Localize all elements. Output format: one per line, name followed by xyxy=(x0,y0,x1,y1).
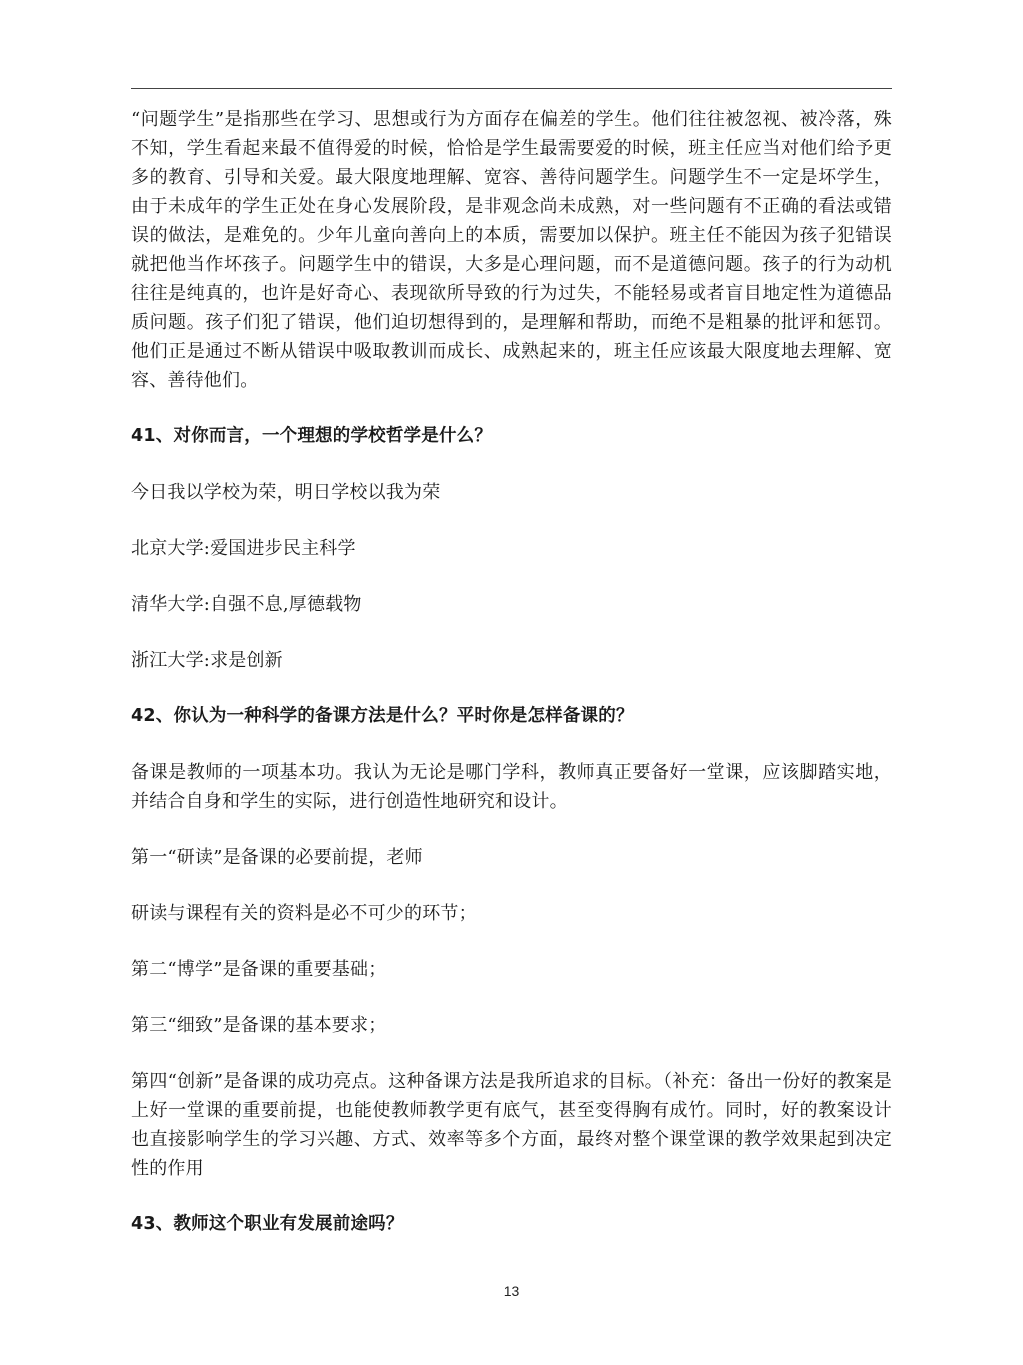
answer-42-step-1: 第一“研读”是备课的必要前提，老师 xyxy=(131,847,423,868)
answer-42-step-2: 第二“博学”是备课的重要基础； xyxy=(131,959,387,980)
answer-42-intro: 备课是教师的一项基本功。我认为无论是哪门学科，教师真正要备好一堂课，应该脚踏实地，并结合自身和学生的实际，进行创造性地研究和设计。 xyxy=(131,762,892,812)
header-rule xyxy=(131,88,892,89)
answer-42-step-3: 第三“细致”是备课的基本要求； xyxy=(131,1015,387,1036)
answer-41-tsinghua: 清华大学:自强不息,厚德载物 xyxy=(131,594,362,615)
answer-41-peking: 北京大学:爱国进步民主科学 xyxy=(131,538,356,559)
question-43-heading: 43、教师这个职业有发展前途吗？ xyxy=(131,1214,404,1234)
page-number: 13 xyxy=(503,1283,520,1299)
answer-42-step-1-cont: 研读与课程有关的资料是必不可少的环节； xyxy=(131,903,477,924)
paragraph-problem-students: “问题学生”是指那些在学习、思想或行为方面存在偏差的学生。他们往往被忽视、被冷落，殊不知，学生看起来最不值得爱的时候，恰恰是学生最需要爱的时候，班主任应当对他们给予更多的教育、引导和关爱。最大限度地理解、宽容、善待问题学生。问题学生不一定是坏学生，由于未成年的学生正处在身心发展阶段，是非观念尚未成熟，对一些问题有不正确的看法或错误的做法，是难免的。少年儿童向善向上的本质，需要加以保护。班主任不能因为孩子犯错误就把他当作坏孩子。问题学生中的错误，大多是心理问题，而不是道德问题。孩子的行为动机往往是纯真的，也许是好奇心、表现欲所导致的行为过失，不能轻易或者盲目地定性为道德品质问题。孩子们犯了错误，他们迫切想得到的，是理解和帮助，而绝不是粗暴的批评和惩罚。他们正是通过不断从错误中吸取教训而成长、成熟起来的，班主任应该最大限度地去理解、宽容、善待他们。 xyxy=(131,109,892,391)
answer-41-zhejiang: 浙江大学:求是创新 xyxy=(131,650,283,671)
question-42-heading: 42、你认为一种科学的备课方法是什么？平时你是怎样备课的？ xyxy=(131,706,634,726)
answer-42-step-4: 第四“创新”是备课的成功亮点。这种备课方法是我所追求的目标。（补充：备出一份好的教案是上好一堂课的重要前提，也能使教师教学更有底气，甚至变得胸有成竹。同时，好的教案设计也直接影响学生的学习兴趣、方式、效率等多个方面，最终对整个课堂课的教学效果起到决定性的作用 xyxy=(131,1071,892,1179)
answer-41-motto: 今日我以学校为荣，明日学校以我为荣 xyxy=(131,482,441,503)
page-body xyxy=(131,105,892,1239)
question-41-heading: 41、对你而言，一个理想的学校哲学是什么？ xyxy=(131,426,493,446)
